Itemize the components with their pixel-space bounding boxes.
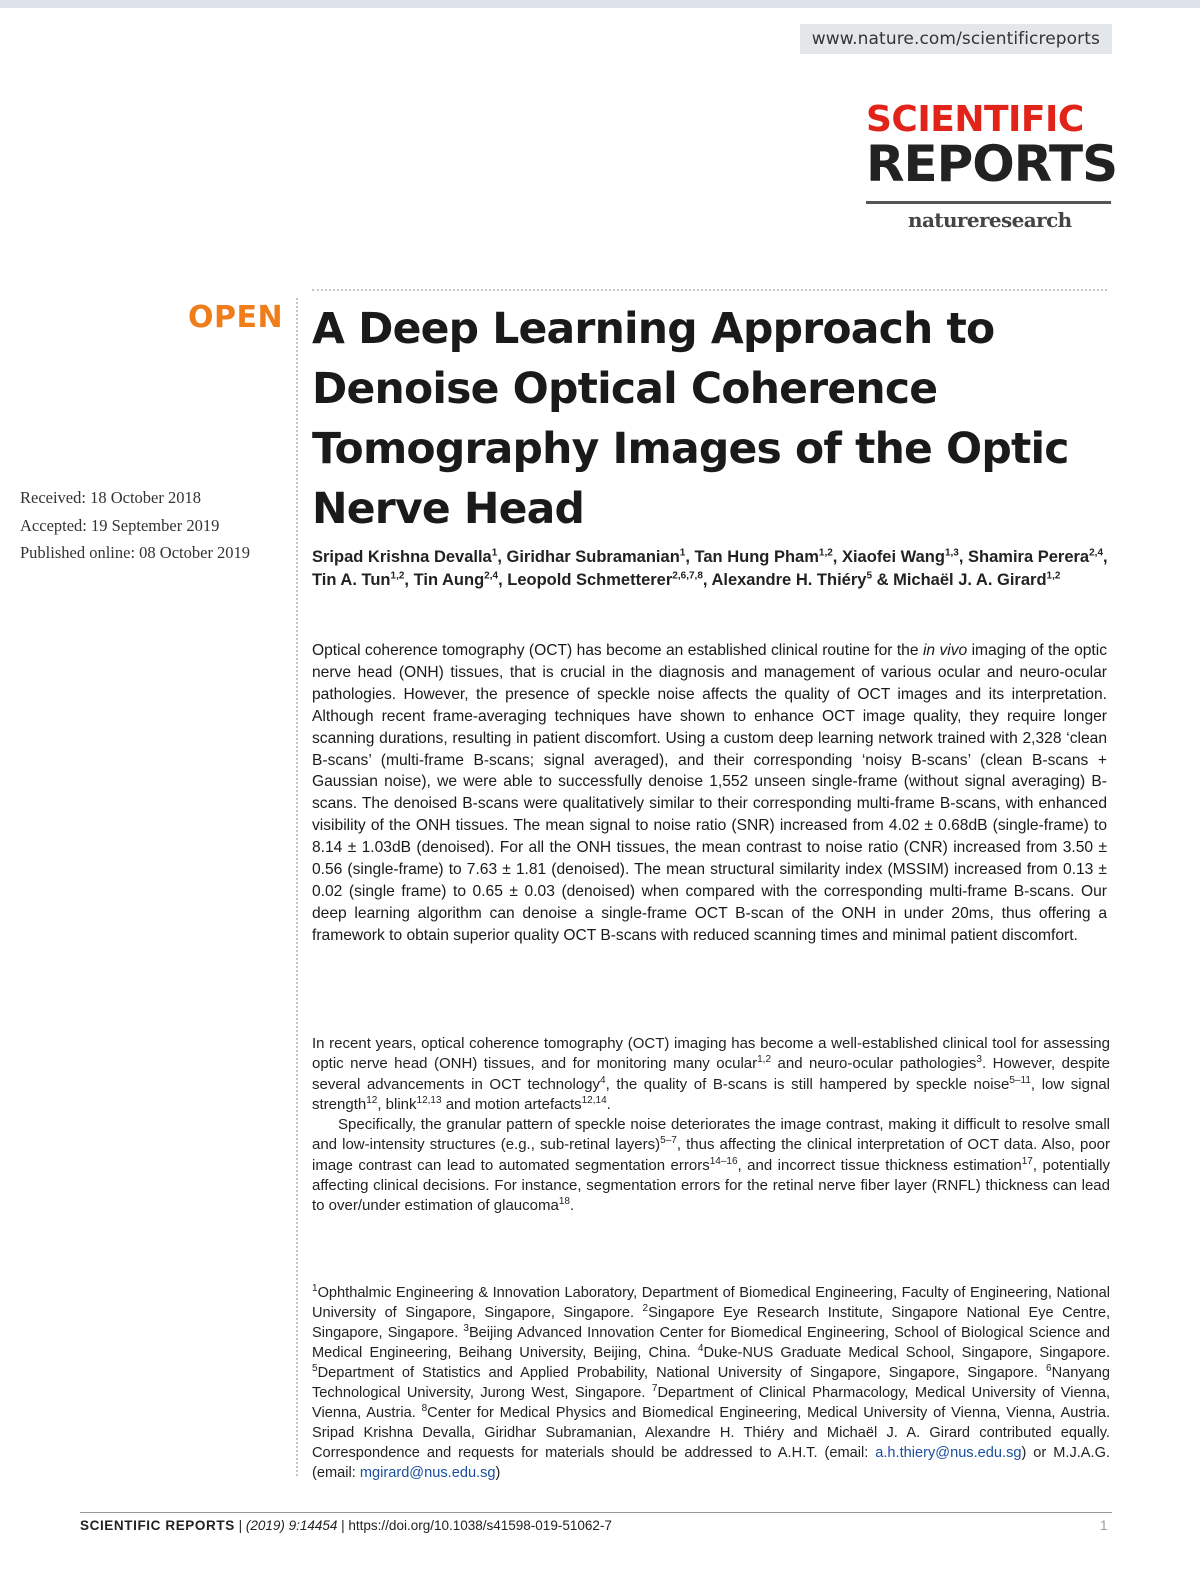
citation-ref[interactable]: 17 (1021, 1155, 1033, 1167)
citation-ref[interactable]: 4 (600, 1074, 606, 1086)
article-title: A Deep Learning Approach to Denoise Optical Coherence Tomography Images of the Optic Nerve Head (312, 305, 1069, 534)
text-segment: , potentially affecting clinical decisions. For instance, segmentation errors for the retinal nerve fiber layer (RNFL) thickness can lead to over/under estimation of glaucoma (312, 1156, 1110, 1215)
abstract-italic: in vivo (922, 642, 968, 659)
author-name: Xiaofei Wang (841, 548, 945, 566)
text-segment: and neuro-ocular pathologies (771, 1055, 977, 1073)
text-segment: Department of Clinical Pharmacology, Medical University of Vienna, Vienna, Austria. (312, 1385, 1110, 1421)
author-name: Alexandre H. Thiéry (711, 570, 867, 589)
abstract-text-cont: imaging of the optic nerve head (ONH) tissues, that is crucial in the diagnosis and management of various ocular and neuro-ocular pathologies. However, the presence of speckle noise affects the quality of OCT images and its interpretation. Although recent frame-averaging techniques have shown to enhance OCT image quality, they require longer scanning durations, resulting in patient discomfort. Using a custom deep learning network trained with 2,328 ‘clean B-scans’ (multi-frame B-scans; signal averaged), and their corresponding ‘noisy B-scans’ (clean B-scans + Gaussian noise), we were able to successfully denoise 1,552 unseen single-frame (without signal averaging) B-scans. The denoised B-scans were qualitatively similar to their corresponding multi-frame B-scans, with enhanced visibility of the ONH tissues. The mean signal to noise ratio (SNR) increased from 4.02 ± 0.68dB (single-frame) to 8.14 ± 1.03dB (denoised). For all the ONH tissues, the mean contrast to noise ratio (CNR) increased from 3.50 ± 0.56 (single-frame) to 7.63 ± 1.81 (denoised). The mean structural similarity index (MSSIM) increased from 0.13 ± 0.02 (single frame) to 0.65 ± 0.03 (denoised) when compared with the corresponding multi-frame B-scans. Our deep learning algorithm can denoise a single-frame OCT B-scan of the ONH in under 20ms, thus offering a framework to obtain superior quality OCT B-scans with reduced scanning times and minimal patient discomfort. (312, 642, 1108, 944)
logo-reports: REPORTS (866, 135, 1118, 193)
author-affiliation-ref: 2,4 (484, 570, 499, 581)
author-name: Shamira Perera (968, 548, 1090, 566)
footer-divider (80, 1512, 1112, 1513)
citation-ref[interactable]: 5–11 (1009, 1074, 1031, 1086)
footer-separator: | (234, 1518, 246, 1533)
text-segment: , low signal strength (312, 1075, 1111, 1113)
text-segment: Duke-NUS Graduate Medical School, Singapore, Singapore. (703, 1345, 1110, 1361)
author-separator: & (872, 570, 894, 589)
body-paragraph (312, 1034, 1110, 1115)
text-segment: . (606, 1095, 611, 1113)
author-separator: , (702, 570, 712, 589)
text-segment: , the quality of B-scans is still hampered by speckle noise (605, 1075, 1010, 1093)
author-affiliation-ref: 5 (866, 570, 872, 581)
author-affiliation-ref: 2,4 (1089, 547, 1104, 559)
abstract (312, 640, 1107, 947)
author-name: Tan Hung Pham (694, 548, 819, 566)
text-segment: . However, despite several advancements in OCT technology (312, 1055, 1110, 1093)
author-separator: , (498, 570, 508, 589)
author-separator: , (497, 548, 507, 566)
citation-ref[interactable]: 7 (651, 1383, 658, 1395)
citation-ref[interactable]: 14–16 (709, 1155, 738, 1167)
text-segment: , blink (377, 1095, 417, 1113)
author-separator: , (1103, 548, 1108, 566)
author-affiliation-ref: 1,2 (390, 570, 405, 581)
text-segment: Ophthalmic Engineering & Innovation Laboratory, Department of Biomedical Engineering, Faculty of Engineering, National University of Singapore, Singapore, Singapore. (312, 1285, 1110, 1321)
email-link[interactable]: a.h.thiery@nus.edu.sg (875, 1445, 1022, 1461)
author-affiliation-ref: 1,3 (944, 547, 959, 559)
citation-ref[interactable]: 3 (463, 1323, 469, 1335)
citation-ref[interactable]: 12,14 (581, 1094, 607, 1106)
author-affiliation-ref: 2,6,7,8 (672, 570, 703, 581)
author-affiliation-ref: 1 (491, 547, 498, 559)
accepted-date: Accepted: 19 September 2019 (20, 515, 220, 535)
author-separator: , (404, 570, 414, 589)
received-date: Received: 18 October 2018 (20, 488, 201, 507)
citation-ref[interactable]: 12 (366, 1094, 378, 1106)
author-name: Tin Aung (413, 570, 485, 589)
text-segment: Department of Statistics and Applied Probability, National University of Singapore, Singapore, Singapore. (317, 1365, 1047, 1381)
email-link[interactable]: mgirard@nus.edu.sg (359, 1465, 496, 1481)
author-separator: , (685, 548, 695, 566)
author-affiliation-ref: 1 (679, 547, 686, 559)
footer (80, 1518, 612, 1533)
text-segment: ) (495, 1465, 501, 1481)
journal-logo (866, 99, 1118, 232)
citation-ref[interactable]: 4 (697, 1343, 704, 1355)
text-segment: Singapore Eye Research Institute, Singapore National Eye Centre, Singapore, Singapore. (312, 1305, 1111, 1341)
title-divider (312, 289, 1107, 291)
article-dates (20, 484, 250, 567)
citation-ref[interactable]: 5 (312, 1363, 318, 1375)
text-segment: In recent years, optical coherence tomography (OCT) imaging has become a well-established clinical tool for assessing optic nerve head (ONH) tissues, and for monitoring many ocular (312, 1035, 1110, 1073)
citation-ref[interactable]: 1,2 (757, 1054, 772, 1066)
citation-ref[interactable]: 6 (1046, 1363, 1052, 1375)
citation-ref[interactable]: 8 (421, 1403, 428, 1415)
published-date: Published online: 08 October 2019 (20, 543, 251, 562)
text-segment: Nanyang Technological University, Jurong West, Singapore. (312, 1365, 1110, 1401)
open-access-label: OPEN (188, 300, 284, 335)
citation-ref[interactable]: 5–7 (660, 1135, 677, 1147)
citation-ref[interactable]: 1 (312, 1283, 318, 1295)
affiliations (312, 1283, 1110, 1483)
body-paragraph (312, 1115, 1110, 1216)
text-segment: . (569, 1197, 575, 1215)
footer-journal: SCIENTIFIC REPORTS (80, 1518, 235, 1533)
top-bar (0, 0, 1200, 8)
citation-ref[interactable]: 12,13 (416, 1094, 442, 1106)
author-name: Michaël J. A. Girard (893, 570, 1047, 589)
footer-doi[interactable]: | https://doi.org/10.1038/s41598-019-51062-7 (337, 1518, 612, 1533)
publisher-logo: natureresearch (908, 208, 1072, 232)
author-name: Tin A. Tun (312, 570, 391, 589)
author-affiliation-ref: 1,2 (818, 547, 833, 559)
text-segment: Beijing Advanced Innovation Center for Biomedical Engineering, School of Biological Science and Medical Engineering, Beihang University, Beijing, China. (312, 1325, 1110, 1361)
author-separator: , (958, 548, 969, 566)
author-name: Leopold Schmetterer (507, 570, 673, 589)
author-separator: , (832, 548, 842, 566)
text-segment: Specifically, the granular pattern of speckle noise deteriorates the image contrast, making it difficult to resolve small and low-intensity structures (e.g., sub-retinal layers) (312, 1116, 1110, 1154)
author-name: Giridhar Subramanian (506, 548, 680, 566)
page-number: 1 (1100, 1518, 1108, 1533)
author-affiliation-ref: 1,2 (1046, 570, 1061, 581)
column-divider (296, 298, 298, 1476)
text-segment: ) or M.J.A.G. (email: (312, 1445, 1110, 1481)
text-segment: Center for Medical Physics and Biomedical Engineering, Medical University of Vienna, Vienna, Austria. Sripad Krishna Devalla, Giridhar Subramanian, Alexandre H. Thiéry and Michaël J. A. Girard contributed equally. Correspondence and requests for materials should be addressed to A.H.T. (email: (312, 1405, 1110, 1461)
citation-ref[interactable]: 18 (558, 1196, 570, 1208)
author-name: Sripad Krishna Devalla (312, 548, 492, 566)
journal-url[interactable]: www.nature.com/scientificreports (800, 24, 1112, 54)
abstract-text: Optical coherence tomography (OCT) has become an established clinical routine for the (312, 642, 923, 659)
citation-ref[interactable]: 2 (642, 1303, 649, 1315)
logo-divider (866, 201, 1111, 204)
logo-scientific: SCIENTIFIC (866, 99, 1084, 140)
text-segment: , thus affecting the clinical interpretation of OCT data. Also, poor image contrast can lead to automated segmentation errors (312, 1136, 1110, 1174)
author-list (312, 546, 1112, 591)
footer-citation: (2019) 9:14454 (245, 1518, 338, 1533)
text-segment: , and incorrect tissue thickness estimation (737, 1156, 1022, 1174)
text-segment: and motion artefacts (441, 1095, 582, 1113)
body-text (312, 1034, 1110, 1217)
citation-ref[interactable]: 3 (976, 1054, 982, 1066)
